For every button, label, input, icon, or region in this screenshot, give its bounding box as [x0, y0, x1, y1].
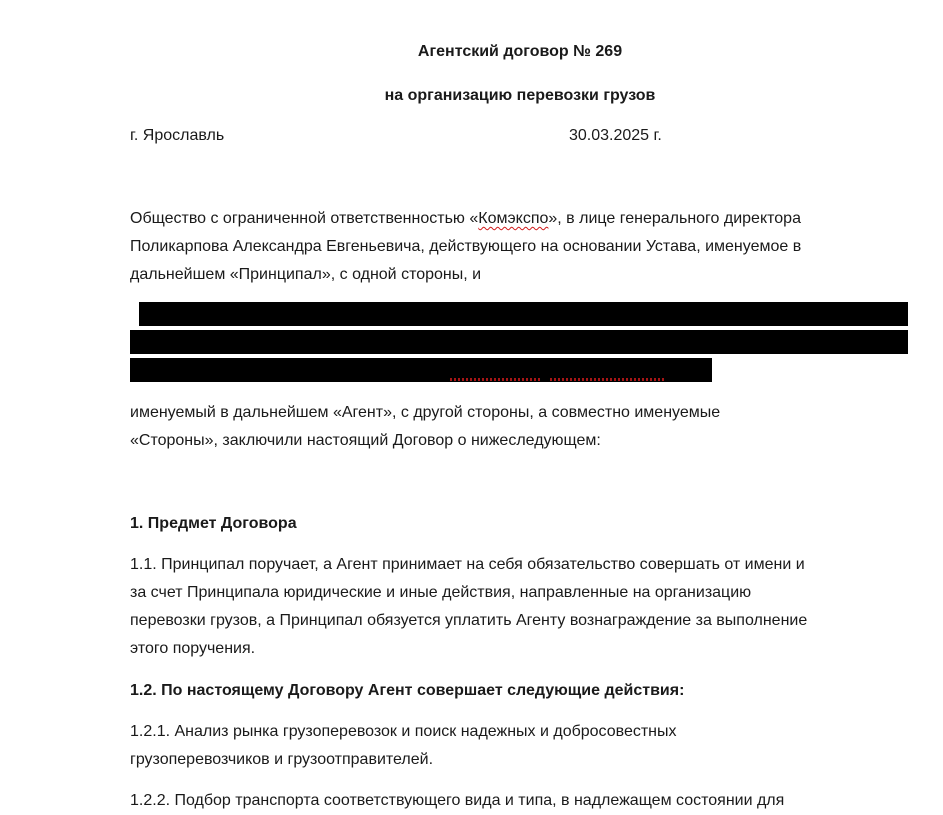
clause-1-1-line-3: перевозки грузов, а Принципал обязуется уплатить Агенту вознаграждение за выполнение	[130, 612, 808, 629]
intro-line-1-before: Общество с ограниченной ответственностью «	[130, 210, 479, 227]
clause-1-1-line-1: 1.1. Принципал поручает, а Агент принимает на себя обязательство совершать от имени и	[130, 556, 805, 573]
agent-line-1: именуемый в дальнейшем «Агент», с другой стороны, а совместно именуемые	[130, 404, 721, 421]
intro-line-1-after: », в лице генерального директора	[548, 210, 801, 227]
intro-line-3: дальнейшем «Принципал», с одной стороны, и	[130, 266, 482, 283]
clause-1-1-line-2: за счет Принципала юридические и иные действия, направленные на организацию	[130, 584, 752, 601]
agent-line-2: «Стороны», заключили настоящий Договор о нижеследующем:	[130, 432, 601, 449]
clause-1-2-heading: 1.2. По настоящему Договору Агент совершает следующие действия:	[130, 682, 685, 699]
contract-date: 30.03.2025 г.	[569, 127, 662, 144]
intro-paragraph	[130, 205, 920, 289]
spellcheck-underline	[550, 378, 666, 381]
contract-city: г. Ярославль	[130, 127, 225, 144]
document-subtitle: на организацию перевозки грузов	[384, 87, 656, 104]
clause-1-2-1-line-2: грузоперевозчиков и грузоотправителей.	[130, 751, 434, 768]
spellcheck-underline	[450, 378, 542, 381]
clause-1-1-line-4: этого поручения.	[130, 640, 256, 657]
redaction-bar	[130, 330, 908, 354]
intro-line-2: Поликарпова Александра Евгеньевича, действующего на основании Устава, именуемое в	[130, 238, 802, 255]
document-title: Агентский договор № 269	[417, 43, 623, 60]
clause-1-2-1-line-1: 1.2.1. Анализ рынка грузоперевозок и поиск надежных и добросовестных	[130, 723, 677, 740]
agent-paragraph	[130, 399, 920, 455]
intro-line-1	[130, 205, 920, 233]
clause-1-2-2-line-1: 1.2.2. Подбор транспорта соответствующего вида и типа, в надлежащем состоянии для	[130, 792, 785, 809]
clause-1-1	[130, 551, 920, 663]
redaction-bar	[139, 302, 908, 326]
clause-1-2-1	[130, 718, 920, 774]
clause-1-2-2	[130, 787, 920, 815]
company-name: Комэкспо	[478, 210, 549, 227]
section-1-heading: 1. Предмет Договора	[130, 515, 297, 532]
